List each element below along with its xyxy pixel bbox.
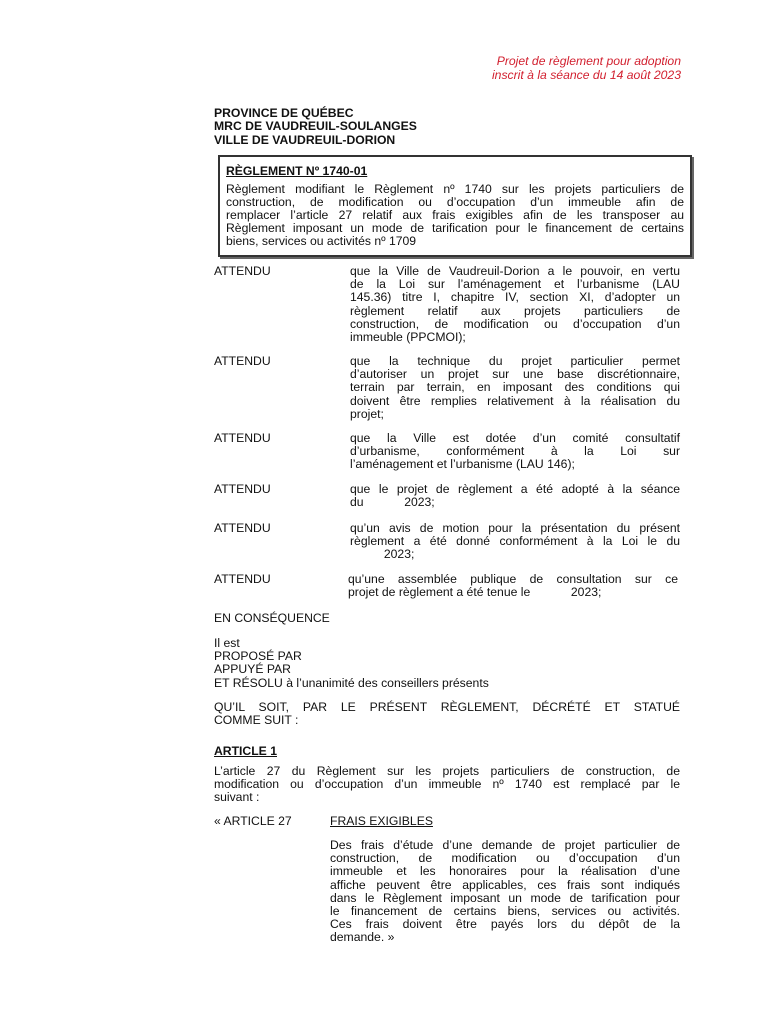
attendu-line: de la Loi sur l’aménagement et l’urbanisme (LAU [350,277,680,292]
attendu-text [350,265,680,344]
attendu-text [348,573,678,599]
article-1-line: suivant : [214,790,260,805]
article-27-line: affiche peuvent être applicables, ces frais sont indiqués [330,877,680,892]
attendu-line: que le projet de règlement a été adopté à la séance [350,482,680,496]
attendu-line: projet de règlement a été tenue le 2023; [348,585,602,600]
article-1-line: modification ou d’occupation d’un immeuble nº 1740 est remplacé par le [214,777,680,792]
attendu-line: d’urbanisme, conformément à la Loi sur [350,444,680,459]
attendu-line: l’aménagement et l’urbanisme (LAU 146); [350,457,575,472]
attendu-line: projet; [350,406,384,421]
attendu-term: ATTENDU [214,354,271,368]
resolution-line: Il est [214,636,240,650]
attendu-line: du 2023; [350,495,435,510]
attendu-term: ATTENDU [214,521,271,535]
jurisdiction-block [214,107,417,147]
adoption-note [492,55,681,82]
article-27-label: « ARTICLE 27 [214,814,292,828]
mrc-line: MRC DE VAUDREUIL-SOULANGES [214,119,417,134]
reglement-line: Règlement modifiant le Règlement nº 1740 sur les projets particuliers de [226,182,684,196]
adoption-note-line-2: inscrit à la séance du 14 août 2023 [491,67,681,82]
article-27-line: construction, de modification ou d’occupation d’un [330,851,680,866]
attendu-line: règlement a été donné conformément à la Loi le du [350,534,680,549]
attendu-line: que la Ville de Vaudreuil-Dorion a le pouvoir, en vertu [350,264,680,278]
article-27-line: immeuble et les honoraires pour la réalisation d’une [330,864,680,879]
attendu-text [350,522,680,562]
reglement-box [218,155,692,257]
attendu-line: que la technique du projet particulier permet [350,354,680,368]
decree-line: COMME SUIT : [214,713,299,728]
attendu-line: 2023; [350,547,415,562]
decree-block [214,701,680,727]
article-27-line: Ces frais doivent être payés lors du dépôt de la [330,917,680,932]
attendu-text [350,432,680,472]
attendu-line: d’autoriser un projet sur une base discrétionnaire, [350,367,680,382]
province-line: PROVINCE DE QUÉBEC [214,106,354,120]
adoption-note-line-1: Projet de règlement pour adoption [496,54,681,68]
attendu-line: qu’un avis de motion pour la présentation du présent [350,521,680,535]
attendu-text [350,355,680,421]
reglement-description [226,183,684,248]
attendu-term: ATTENDU [214,264,271,278]
reglement-line: construction, de modification ou d’occupation d’un immeuble afin de [226,195,684,210]
article-27-line: demande. » [330,930,395,945]
article-27-heading: FRAIS EXIGIBLES [330,814,433,828]
attendu-text [350,483,680,509]
reglement-title: RÈGLEMENT Nº 1740-01 [226,164,368,178]
attendu-line: qu’une assemblée publique de consultation sur ce [348,572,678,586]
attendu-line: immeuble (PPCMOI); [350,330,466,345]
attendu-term: ATTENDU [214,431,271,445]
attendu-term: ATTENDU [214,482,271,496]
attendu-term: ATTENDU [214,572,271,586]
article-27-line: Des frais d’étude d’une demande de projet particulier de [330,838,680,852]
reglement-line: remplacer l’article 27 relatif aux frais exigibles afin de les transposer au [226,208,684,223]
attendu-line: construction, de modification ou d’occupation d’un [350,316,680,331]
resolved-line: ET RÉSOLU à l’unanimité des conseillers présents [214,675,489,690]
reglement-line: biens, services ou activités nº 1709 [226,234,417,249]
proposed-by-line: PROPOSÉ PAR [214,649,302,664]
consequence-heading: EN CONSÉQUENCE [214,611,330,625]
article-27-text [330,839,680,945]
decree-line: QU’IL SOIT, PAR LE PRÉSENT RÈGLEMENT, DÉCRÉTÉ ET STATUÉ [214,700,680,714]
reglement-line: Règlement imposant un mode de tarification pour le financement de certains [226,221,684,236]
attendu-line: 145.36) titre I, chapitre IV, section XI, d’adopter un [350,290,680,305]
seconded-by-line: APPUYÉ PAR [214,662,291,677]
attendu-line: terrain par terrain, en imposant des conditions qui [350,380,680,395]
article-27-line: le financement de certains biens, services ou activités. [330,904,680,919]
attendu-line: doivent être remplies relativement à la réalisation du [350,393,680,408]
article-1-line: L’article 27 du Règlement sur les projets particuliers de construction, de [214,764,680,778]
attendu-line: que la Ville est dotée d’un comité consultatif [350,431,680,445]
article-1-title: ARTICLE 1 [214,744,277,758]
resolution-block [214,637,680,690]
article-27-line: dans le Règlement imposant un mode de tarification pour [330,890,680,905]
article-1-text [214,765,680,805]
city-line: VILLE DE VAUDREUIL-DORION [214,132,396,147]
attendu-line: règlement relatif aux projets particuliers de [350,303,680,318]
